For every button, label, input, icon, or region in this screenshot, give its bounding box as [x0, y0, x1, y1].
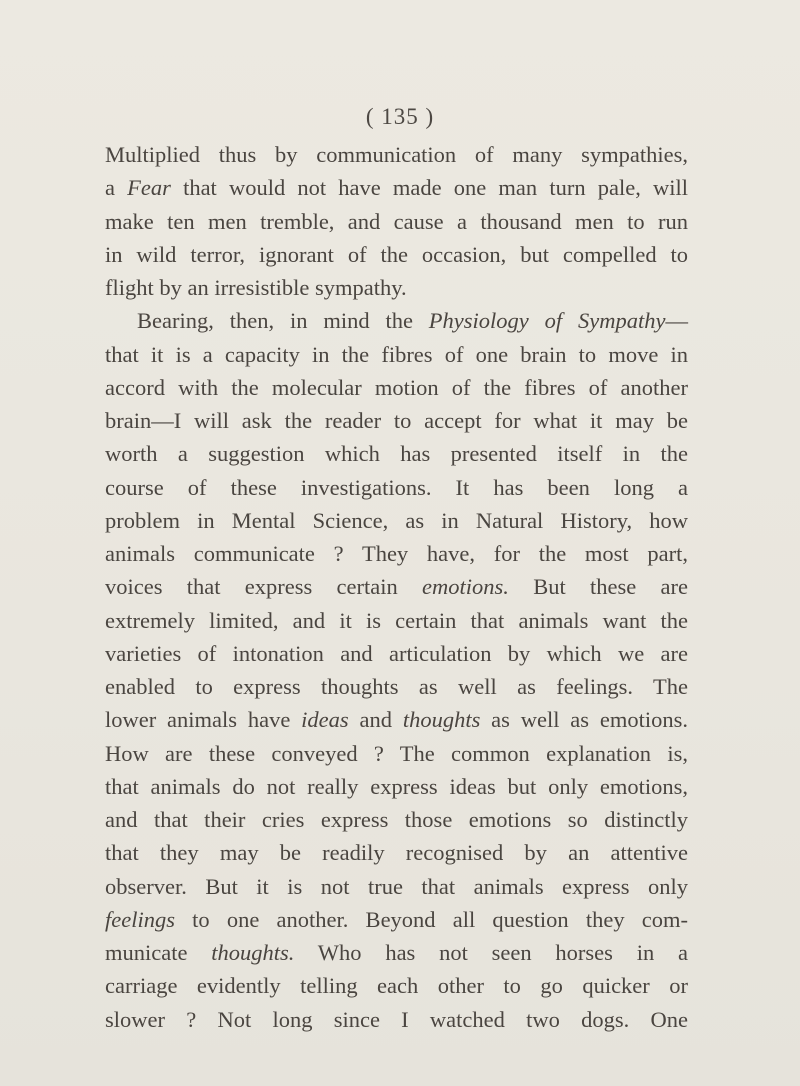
- text-span: municate: [105, 940, 212, 965]
- text-line: [105, 238, 688, 271]
- text-span: that they may be readily recognised by an attentive: [105, 840, 688, 866]
- italic-text: emotions.: [422, 574, 509, 600]
- text-span: and: [348, 707, 403, 733]
- text-span: enabled to express thoughts as well as feelings. The: [105, 674, 688, 699]
- text-line: [105, 770, 688, 803]
- italic-text: Physiology of Sympathy: [428, 308, 666, 334]
- text-line: [105, 870, 688, 903]
- text-line: [105, 504, 688, 537]
- text-line: [105, 338, 688, 371]
- text-line: [105, 138, 688, 171]
- text-span: to one another. Beyond all question they com-: [174, 906, 688, 932]
- text-span: that would not have made one man turn pale, will: [170, 175, 688, 201]
- text-line: [105, 437, 688, 470]
- body-text: [105, 138, 688, 1036]
- text-span: worth a suggestion which has presented itself in the: [105, 441, 688, 467]
- italic-text: ideas: [301, 707, 349, 733]
- text-span: brain—I will ask the reader to accept for what it may be: [105, 408, 688, 433]
- text-line: [105, 371, 688, 404]
- text-span: How are these conveyed ? The common explanation is,: [105, 740, 688, 766]
- text-span: —: [665, 308, 688, 334]
- italic-text: thoughts: [402, 707, 481, 733]
- text-line: [105, 703, 688, 736]
- text-span: flight by an irresistible sympathy.: [105, 275, 407, 300]
- text-span: that animals do not really express ideas but only emotions,: [105, 773, 688, 799]
- text-span: animals communicate ? They have, for the most part,: [105, 541, 688, 566]
- text-line: [105, 836, 688, 869]
- text-span: Bearing, then, in mind the: [137, 308, 429, 334]
- text-span: varieties of intonation and articulation by which we are: [105, 640, 688, 666]
- text-span: Who has not seen horses in a: [294, 940, 688, 965]
- italic-text: Fear: [127, 175, 171, 201]
- text-span: that it is a capacity in the fibres of one brain to move in: [105, 341, 688, 367]
- text-span: carriage evidently telling each other to go quicker or: [105, 973, 688, 999]
- italic-text: thoughts.: [211, 940, 295, 965]
- text-line: [105, 404, 688, 437]
- text-line: [105, 737, 688, 770]
- text-span: make ten men tremble, and cause a thousand men to run: [105, 208, 688, 234]
- text-line: [105, 471, 688, 504]
- text-span: as well as emotions.: [480, 707, 688, 733]
- text-span: course of these investigations. It has been long a: [105, 474, 688, 500]
- text-line: [105, 670, 688, 703]
- text-span: accord with the molecular motion of the fibres of another: [105, 374, 688, 400]
- text-line: [105, 304, 688, 337]
- text-line: [105, 803, 688, 836]
- text-line: [105, 570, 688, 603]
- text-span: observer. But it is not true that animals express only: [105, 873, 688, 899]
- text-line: [105, 637, 688, 670]
- text-span: voices that express certain: [105, 574, 423, 600]
- text-span: in wild terror, ignorant of the occasion, but compelled to: [105, 241, 688, 267]
- text-line: [105, 537, 688, 570]
- text-line: [105, 969, 688, 1002]
- text-line: [105, 205, 688, 238]
- text-line: [105, 604, 688, 637]
- text-span: lower animals have: [105, 707, 302, 733]
- text-span: problem in Mental Science, as in Natural History, how: [105, 507, 688, 533]
- text-line: [105, 903, 688, 936]
- text-span: a: [105, 175, 128, 201]
- text-span: slower ? Not long since I watched two dogs. One: [105, 1006, 688, 1032]
- text-span: But these are: [508, 574, 688, 600]
- text-line: [105, 1003, 688, 1036]
- text-span: and that their cries express those emotions so distinctly: [105, 807, 688, 832]
- text-line: [105, 171, 688, 204]
- text-line: [105, 271, 688, 304]
- italic-text: feelings: [105, 906, 175, 932]
- text-span: Multiplied thus by communication of many sympathies,: [105, 142, 688, 167]
- page-number: ( 135 ): [365, 104, 435, 129]
- text-line: [105, 936, 688, 969]
- text-span: extremely limited, and it is certain that animals want the: [105, 607, 688, 633]
